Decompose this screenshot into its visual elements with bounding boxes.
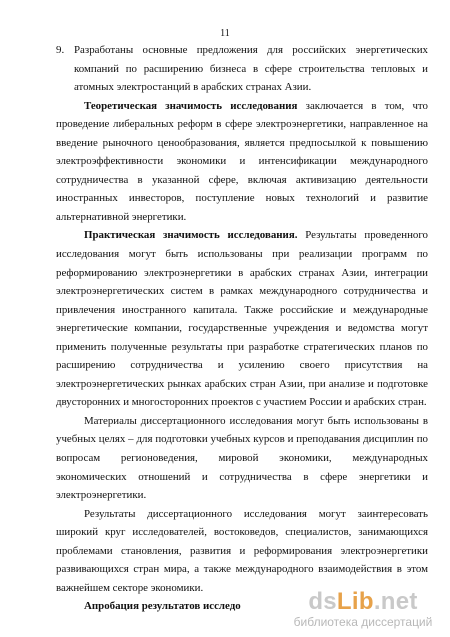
- theoretical-significance-heading: Теоретическая значимость исследования: [84, 99, 298, 112]
- theoretical-significance-paragraph: [56, 97, 428, 227]
- list-item-text: Разработаны основные предложения для российских энергетических компаний по расширению бизнеса в сфере строительства тепловых и атомных электростанций в арабских странах Азии.: [74, 44, 428, 94]
- list-item-number: 9.: [56, 44, 65, 56]
- watermark-logo-text: dsLib.net: [308, 588, 418, 615]
- page-body: [56, 41, 428, 616]
- list-item-9: [56, 41, 428, 97]
- watermark-subtitle: библиотека диссертаций: [293, 615, 433, 629]
- practical-significance-paragraph: [56, 226, 428, 411]
- approbation-heading: Апробация результатов исследо: [84, 600, 241, 613]
- results-paragraph: Результаты диссертационного исследования могут заинтересовать широкий круг исследователей, востоковедов, специалистов, занимающихся проблемами становления, развития и реформирования электроэнергетики развивающихся стран мира, а также международного взаимодействия в этом важнейшем секторе экономики.: [56, 507, 428, 594]
- practical-significance-heading: Практическая значимость исследования.: [84, 229, 298, 242]
- theoretical-significance-text: заключается в том, что проведение либеральных реформ в сфере электроэнергетики, направленное на введение рыночного ценообразования, является предпосылкой к повышению электроэффективности экономики и интенсификации международного сотрудничества в указанной сфере, включая активизацию деятельности иностранных инвесторов, поступление новых технологий и развитие альтернативной энергетики.: [56, 99, 428, 223]
- practical-significance-text: Результаты проведенного исследования могут быть использованы при реализации программ по реформированию электроэнергетики в арабских странах Азии, интеграции электроэнергетических систем в рамках международного сотрудничества и привлечения иностранного капитала. Также российские и международные энергетические компании, государственные учреждения и ведомства могут применить полученные результаты при разработке стратегических планов по расширению сотрудничества и усилению своего присутствия на электроэнергетических рынках арабских стран Азии, при анализе и подготовке двусторонних и многосторонних проектов с участием России и арабских стран.: [56, 229, 428, 409]
- materials-paragraph: Материалы диссертационного исследования могут быть использованы в учебных целях – для подготовки учебных курсов и преподавания дисциплин по вопросам регионоведения, мировой экономики, международных экономических отношений и сотрудничества в сфере энергетики и электроэнергетики.: [56, 414, 428, 502]
- watermark-logo: [288, 589, 438, 631]
- page-number: 11: [220, 28, 230, 39]
